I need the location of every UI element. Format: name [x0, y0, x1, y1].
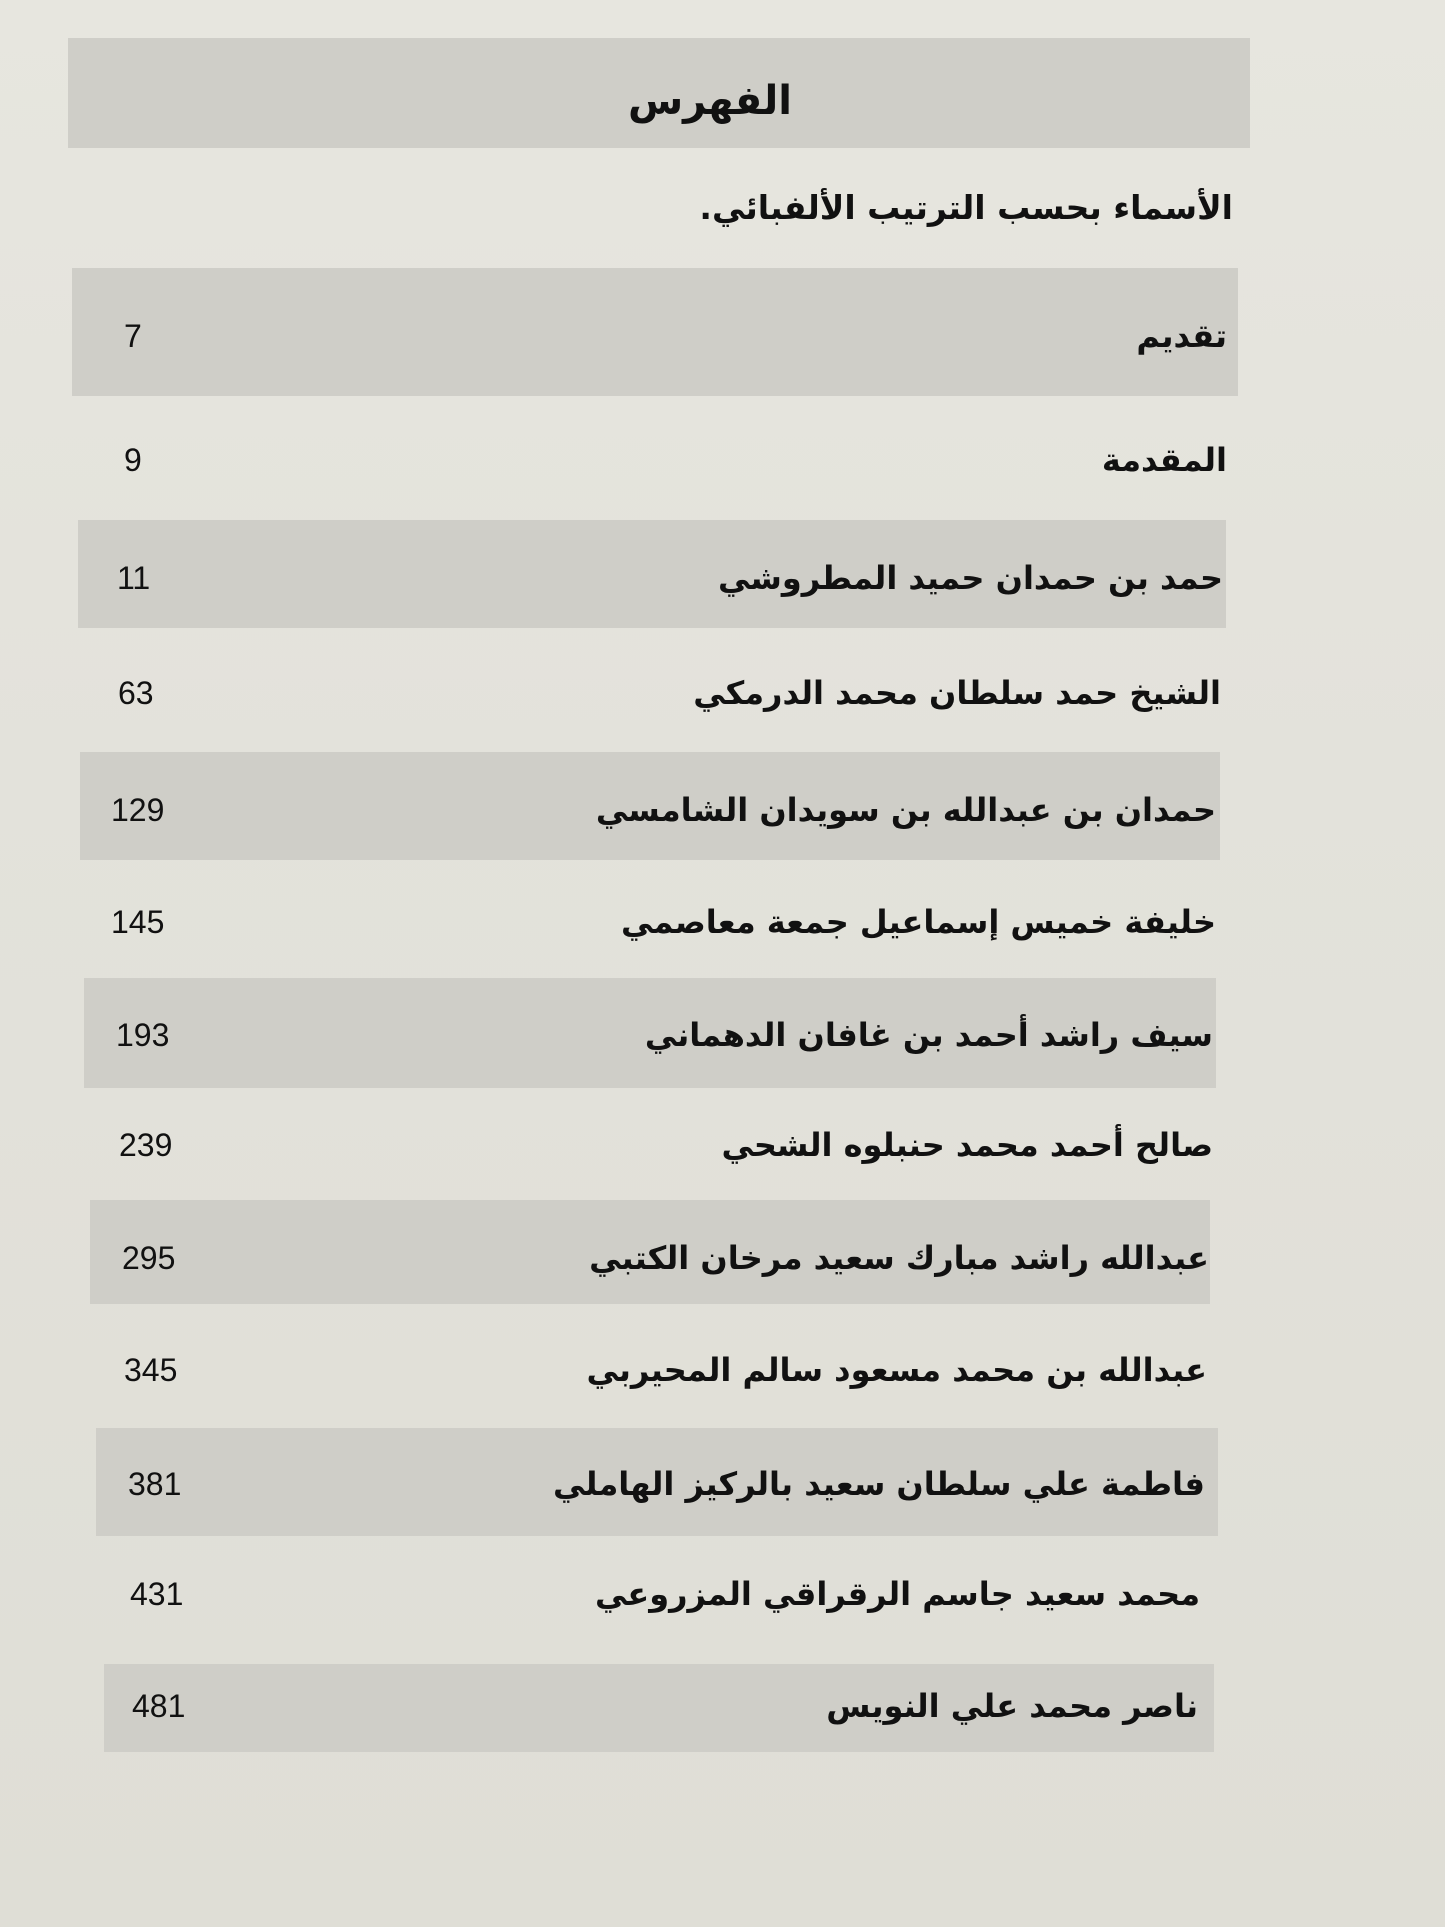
toc-entry-page: 239: [119, 1127, 173, 1163]
toc-entry: [0, 1228, 1445, 1288]
toc-entry-page: 145: [111, 904, 165, 940]
page-title: الفهرس: [627, 78, 792, 124]
toc-entry-title: عبدالله راشد مبارك سعيد مرخان الكتبي: [589, 1239, 1209, 1277]
toc-entry-title: حمدان بن عبدالله بن سويدان الشامسي: [595, 791, 1216, 829]
toc-entry: [0, 1340, 1445, 1400]
toc-entry: [0, 1676, 1445, 1736]
toc-entry: [0, 430, 1445, 490]
toc-entry-page: 381: [128, 1466, 182, 1502]
toc-entry-title: سيف راشد أحمد بن غافان الدهماني: [644, 1016, 1213, 1054]
toc-entry-page: 9: [124, 442, 142, 478]
toc-entry-title: عبدالله بن محمد مسعود سالم المحيربي: [586, 1351, 1207, 1389]
toc-entry-title: محمد سعيد جاسم الرقراقي المزروعي: [594, 1575, 1200, 1613]
toc-entry-page: 193: [116, 1017, 170, 1053]
toc-entry: [0, 663, 1445, 723]
page-subtitle: الأسماء بحسب الترتيب الألفبائي.: [699, 188, 1233, 227]
toc-entry-page: 63: [118, 675, 154, 711]
toc-entry-title: الشيخ حمد سلطان محمد الدرمكي: [693, 674, 1221, 712]
toc-entry: [0, 1005, 1445, 1065]
toc-entry: [0, 1454, 1445, 1514]
toc-entry: [0, 1115, 1445, 1175]
toc-entry-page: 481: [132, 1688, 186, 1724]
toc-entry: [0, 1564, 1445, 1624]
toc-entry-title: فاطمة علي سلطان سعيد بالركيز الهاملي: [553, 1465, 1205, 1503]
toc-entry-page: 345: [124, 1352, 178, 1388]
toc-entry-page: 7: [124, 318, 142, 354]
toc-entry: [0, 780, 1445, 840]
toc-entry-title: صالح أحمد محمد حنبلوه الشحي: [721, 1126, 1213, 1164]
toc-entry-page: 11: [117, 560, 151, 596]
toc-entry-page: 295: [122, 1240, 176, 1276]
toc-entry: [0, 548, 1445, 608]
toc-entry: [0, 306, 1445, 366]
toc-entry: [0, 892, 1445, 952]
toc-entry-page: 431: [130, 1576, 184, 1612]
toc-entry-page: 129: [111, 792, 165, 828]
toc-entry-title: خليفة خميس إسماعيل جمعة معاصمي: [620, 903, 1216, 941]
toc-entry-title: المقدمة: [1101, 441, 1227, 479]
toc-entry-title: ناصر محمد علي النويس: [826, 1687, 1198, 1725]
toc-entry-title: حمد بن حمدان حميد المطروشي: [718, 559, 1223, 597]
toc-entry-title: تقديم: [1136, 317, 1227, 355]
